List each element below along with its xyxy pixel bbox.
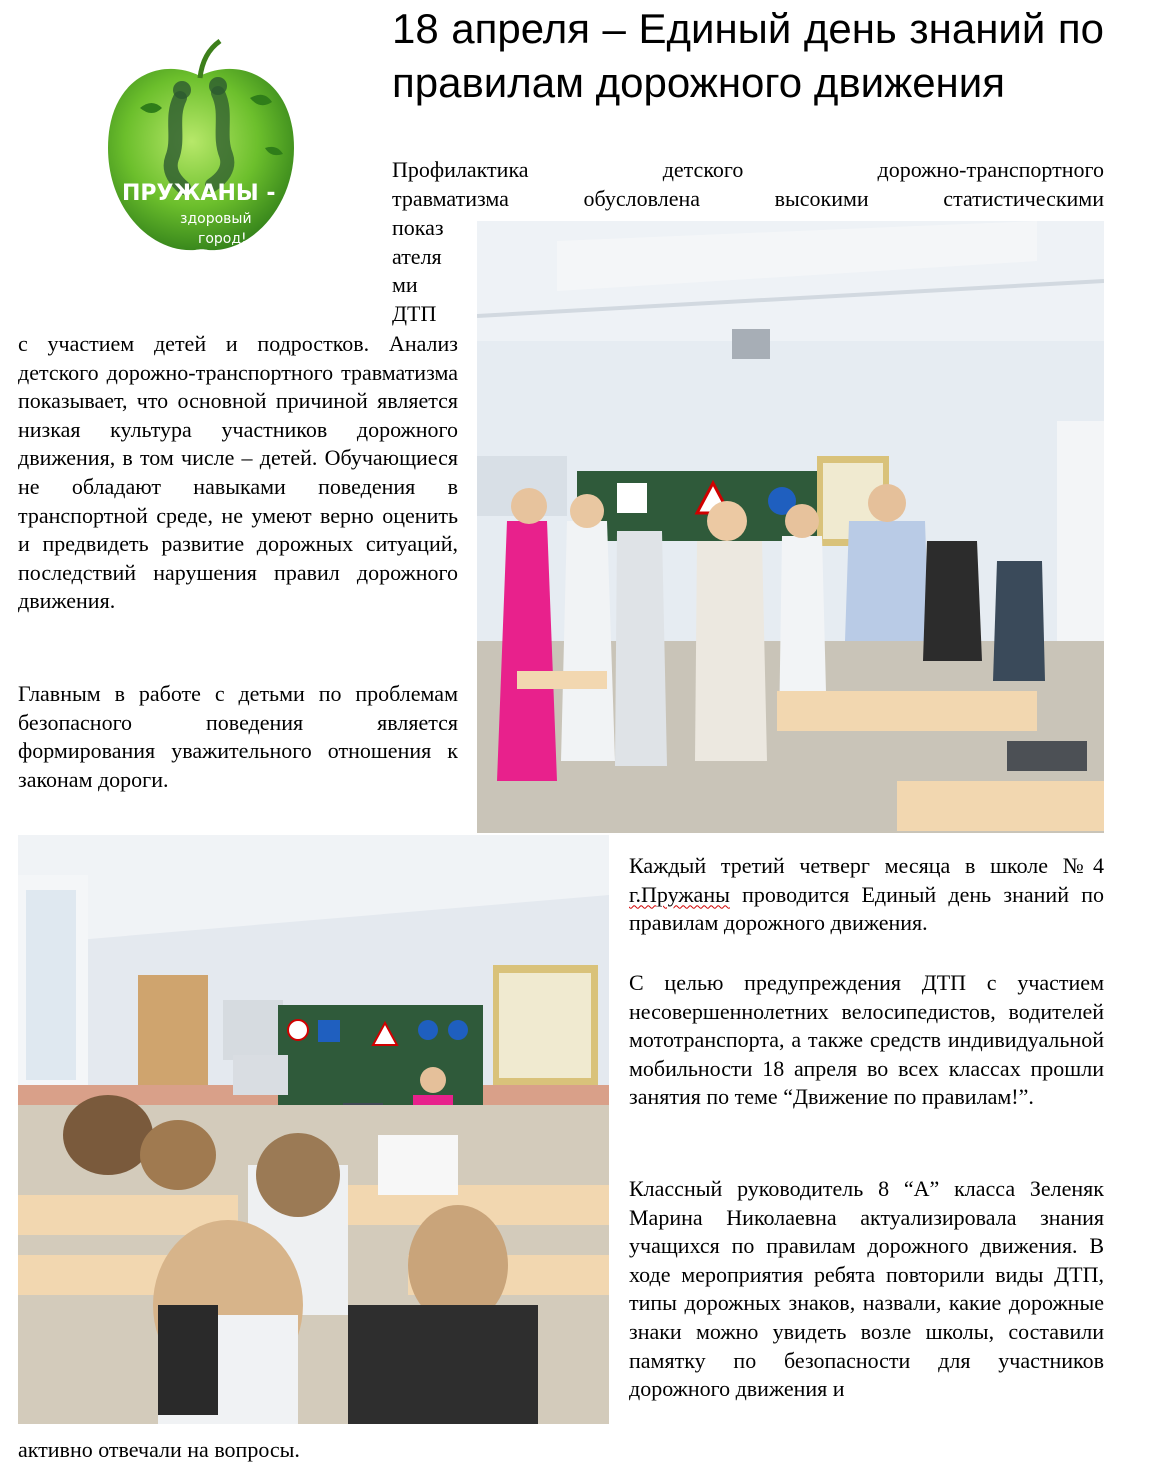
- intro-fragment: ми: [392, 272, 418, 297]
- paragraph-purpose: С целью предупреждения ДТП с участием несовершеннолетних велосипедистов, водителей мототранспорта, а также средств индивидуальной мобильности 18 апреля во всех классах прошли занятия по теме “Движение по правилам!”.: [629, 970, 1104, 1110]
- intro-line-1: Профилактика детского дорожно-транспортного: [392, 157, 1104, 182]
- paragraph-teacher: Классный руководитель 8 “А” класса Зеленяк Марина Николаевна актуализировала знания учащихся по правилам дорожного движения. В ходе мероприятия ребята повторили виды ДТП, типы дорожных знаков, назвали, какие дорожные знаки можно увидеть возле школы, составили памятку по безопасности для участников дорожного движения и: [629, 1176, 1104, 1402]
- paragraph-teacher-end: активно отвечали на вопросы.: [18, 1437, 300, 1462]
- intro-line-2: травматизма обусловлена высокими статистическими: [392, 186, 1104, 211]
- city-logo: [100, 38, 300, 256]
- paragraph-main-goal: Главным в работе с детьми по проблемам безопасного поведения является формирования уважительного отношения к законам дороги.: [18, 681, 458, 792]
- logo-line2: здоровый: [180, 211, 252, 227]
- schedule-text-start: Каждый третий четверг месяца в школе №4: [629, 853, 1104, 878]
- logo-line3: город!: [198, 231, 247, 247]
- town-name: г.Пружаны: [629, 881, 730, 907]
- intro-paragraph: с участием детей и подростков. Анализ детского дорожно-транспортного травматизма показывает, что основной причиной является низкая культура участников дорожного движения, в том числе – детей. Обучающиеся не обладают навыками поведения в транспортной среде, не умеют верно оценить и предвидеть развитие дорожных ситуаций, последствий нарушения правил дорожного движения.: [18, 331, 458, 614]
- intro-fragment: показ: [392, 215, 444, 240]
- paragraph-schedule: [629, 852, 1104, 938]
- page-title: 18 апреля – Единый день знаний по правилам дорожного движения: [392, 5, 1104, 106]
- intro-fragment: ДТП: [392, 301, 437, 326]
- logo-line1: ПРУЖАНЫ -: [122, 181, 276, 206]
- photo-students-standing: [477, 221, 1104, 833]
- photo-classroom-lesson: [18, 835, 609, 1424]
- intro-fragment: ателя: [392, 244, 442, 269]
- apple-logo-icon: [100, 38, 300, 256]
- schedule-text-end: проводится Единый день знаний по правилам дорожного движения.: [629, 881, 1104, 936]
